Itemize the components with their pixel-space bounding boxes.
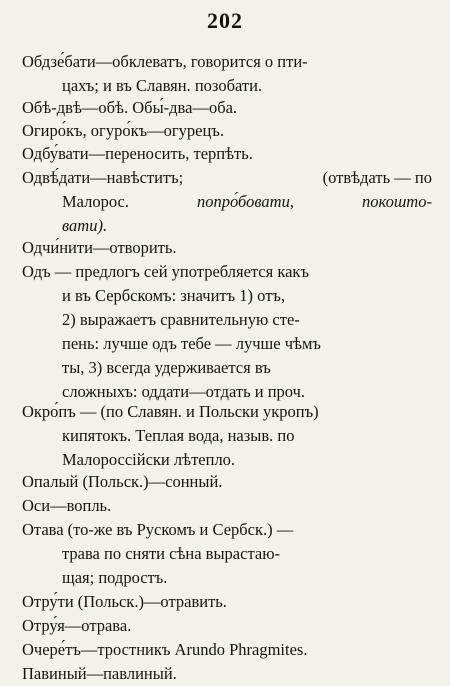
entry-line [22,332,432,356]
entry-line [22,448,432,472]
entry-line [22,119,432,143]
entry-line [22,662,432,686]
entry-line [22,470,432,494]
entry-text: попро́бовати, [197,192,294,211]
entry-text: Отава (то-же въ Рускомъ и Сербск.) — [22,520,294,539]
page-number: 202 [207,8,243,33]
entry-line [22,614,432,638]
entry-text: Обдзе́бати—обклеватъ, говорится о пти- [22,52,308,71]
entry-line [22,566,432,590]
entry-text: Одъ — предлогъ сей употребляется какъ [22,262,309,281]
entry-line [22,214,432,238]
entry-line [22,260,432,284]
entry-text: Огиро́къ, огуро́къ—огурецъ. [22,121,224,140]
entry-osi [22,494,432,518]
entry-text: кипятокъ. Теплая вода, назыв. по [62,426,295,445]
entry-opalyi [22,470,432,494]
entry-text: покошто- [362,192,432,211]
entry-odbuvati [22,142,432,166]
entry-otava [22,518,432,590]
entry-line [22,190,432,214]
entry-line [22,590,432,614]
entry-okrop [22,400,432,472]
entry-line [22,166,432,190]
entry-text: Отру́ти (Польск.)—отравить. [22,592,227,611]
entry-text: Отру́я—отрава. [22,616,132,635]
entry-pavinyi [22,662,432,686]
entry-text: Оси—вопль. [22,496,112,515]
entry-line [22,74,432,98]
entry-text: щая; подростъ. [62,568,168,587]
entry-text: Одвѣ́дати—навѣститъ; [22,168,184,187]
entry-text: (отвѣдать — по [322,168,432,187]
entry-obdzebati [22,50,432,98]
entry-otruya [22,614,432,638]
entry-text: Очере́тъ—тростникъ Arundo Phragmites. [22,640,308,659]
entry-text: 2) выражаетъ сравнительную сте- [62,310,300,329]
entry-text: цахъ; и въ Славян. позобати. [62,76,263,95]
entry-text: Опалый (Польск.)—сонный. [22,472,223,491]
entry-line [22,308,432,332]
entry-text: Одбу́вати—переносить, терпѣть. [22,144,253,163]
entry-otruti [22,590,432,614]
entry-line [22,236,432,260]
entry-text: Малорос. [62,192,129,211]
entry-line [22,284,432,308]
entry-odvedati [22,166,432,238]
entry-line [22,542,432,566]
entry-line [22,96,432,120]
entry-text: Одчи́нити—отворить. [22,238,177,257]
entry-text: ты, 3) всегда удерживается въ [62,358,271,377]
entry-line [22,518,432,542]
entry-line [22,356,432,380]
entry-text: Малороссійски лѣтепло. [62,450,236,469]
entry-ogirok [22,119,432,143]
entry-text: и въ Сербскомъ: значитъ 1) отъ, [62,286,286,305]
entry-obe-dve [22,96,432,120]
entry-text: Павиный—павлиный. [22,664,177,683]
entry-line [22,494,432,518]
entry-line [22,50,432,74]
entry-line [22,424,432,448]
entry-text: трава по сняти сѣна вырастаю- [62,544,281,563]
entry-text: Окро́пъ — (по Славян. и Польски укропъ) [22,402,319,421]
entry-text: пень: лучше одъ тебе — лучше чѣмъ [62,334,321,353]
entry-line [22,142,432,166]
entry-text: сложныхъ: оддати—отдать и проч. [62,382,306,401]
entry-text: Обѣ-двѣ—обѣ. Обы́-два—оба. [22,98,238,117]
entry-text: вати). [62,216,108,235]
entry-line [22,400,432,424]
entry-odchiniti [22,236,432,260]
entry-od [22,260,432,404]
